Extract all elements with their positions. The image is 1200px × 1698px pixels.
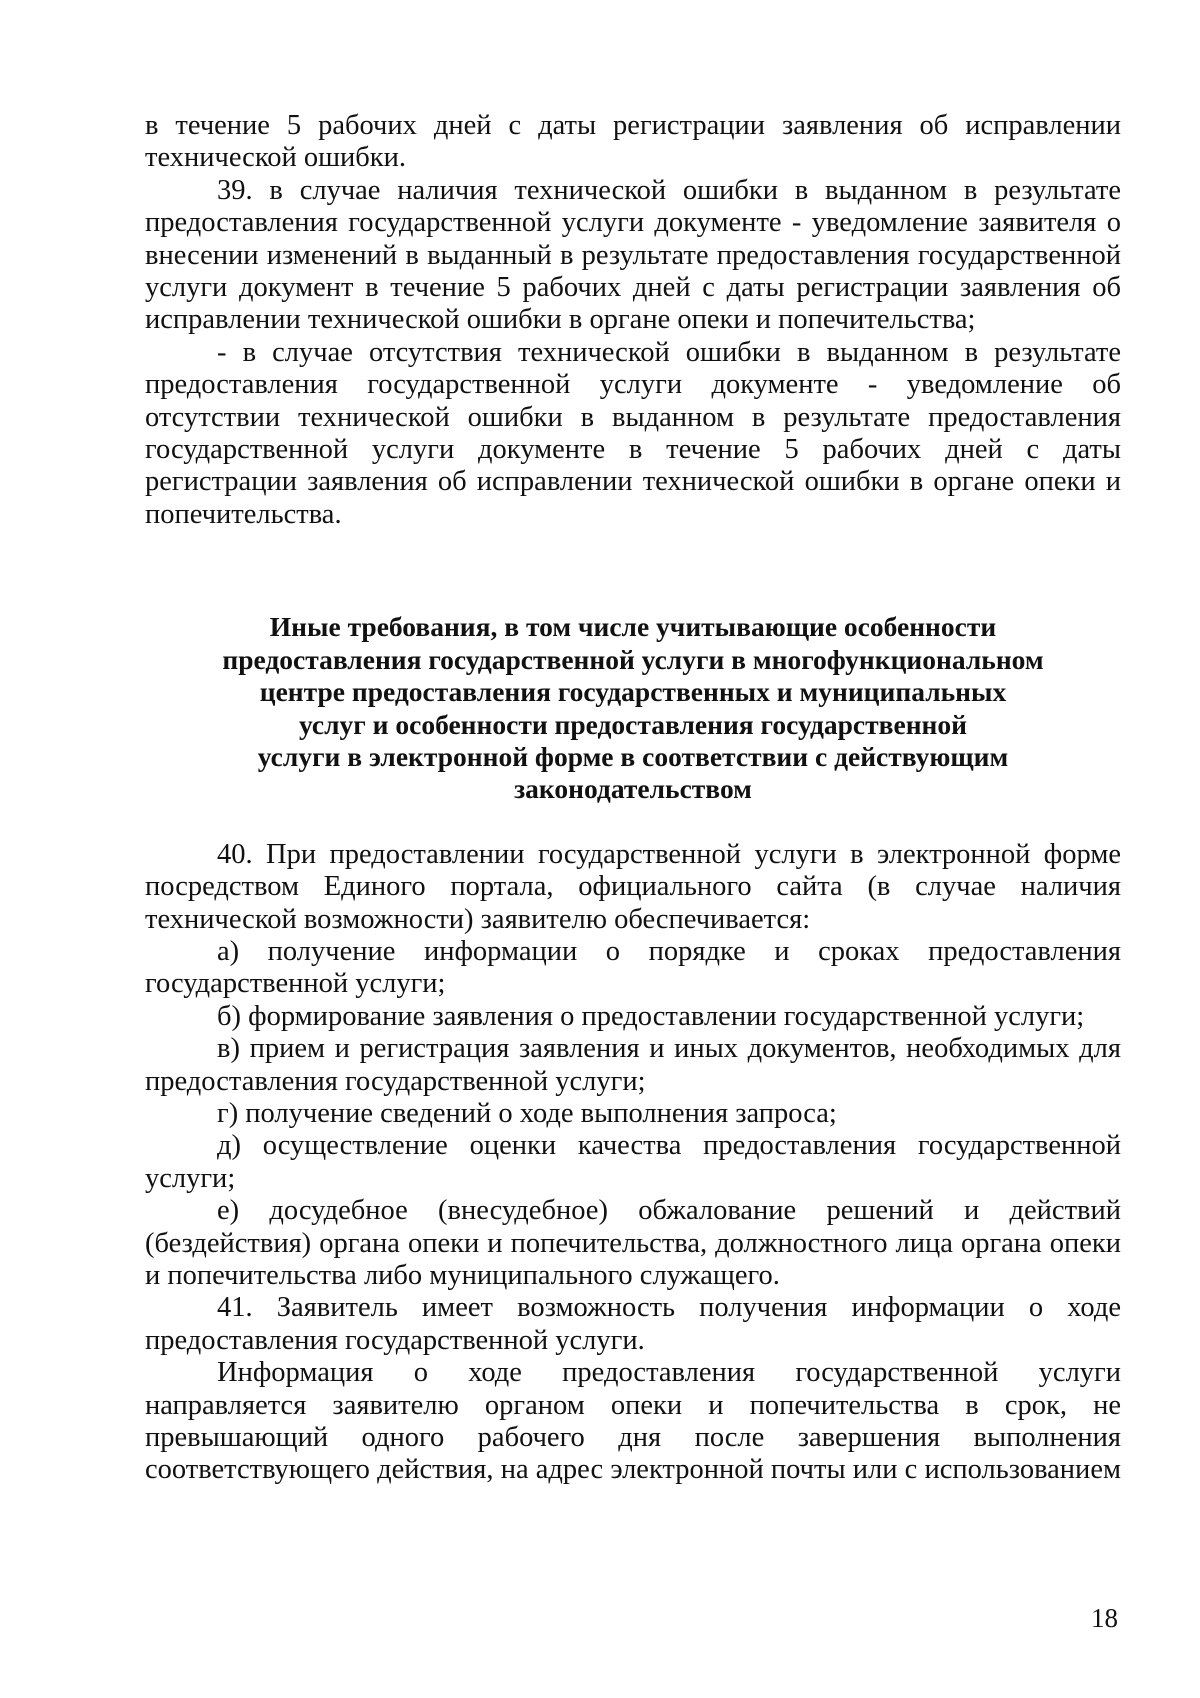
paragraph-40-a: а) получение информации о порядке и сроках предоставления государственной услуги; [145,935,1121,1000]
paragraph-40-b: б) формирование заявления о предоставлении государственной услуги; [217,1000,1085,1032]
paragraph-40-g: г) получение сведений о ходе выполнения запроса; [217,1097,837,1129]
paragraph-continuation: в течение 5 рабочих дней с даты регистрации заявления об исправлении технической ошибки. [145,110,1121,174]
section-heading [145,611,1121,805]
heading-line: Иные требования, в том числе учитывающие особенности [269,611,997,643]
paragraph-41: 41. Заявитель имеет возможность получения информации о ходе предоставления государственной услуги. [145,1292,1121,1356]
heading-line: услуг и особенности предоставления государственной [299,708,967,740]
heading-line: услуги в электронной форме в соответствии с действующим [257,740,1009,772]
paragraph-40-d: д) осуществление оценки качества предоставления государственной услуги; [145,1130,1121,1194]
paragraph-40: 40. При предоставлении государственной услуги в электронной форме посредством Единого портала, официального сайта (в случае наличия технической возможности) заявителю обеспечивается: [145,838,1121,935]
paragraph-40-e: е) досудебное (внесудебное) обжалование решений и действий (бездействия) органа опеки и попечительства, должностного лица органа опеки и попечительства либо муниципального служащего. [145,1195,1121,1291]
document-page [145,110,1121,1487]
paragraph-40-v: в) прием и регистрация заявления и иных документов, необходимых для предоставления государственной услуги; [145,1033,1121,1097]
paragraph-39: 39. в случае наличия технической ошибки в выданном в результате предоставления государственной услуги документе - уведомление заявителя о внесении изменений в выданный в результате предоставления государственной услуги документ в течение 5 рабочих дней с даты регистрации заявления об исправлении технической ошибки в органе опеки и попечительства; [145,174,1121,336]
heading-line: центре предоставления государственных и муниципальных [259,676,1007,708]
paragraph-41-info: Информация о ходе предоставления государственной услуги направляется заявителю органом опеки и попечительства в срок, не превышающий одного рабочего дня после завершения выполнения соответствующего действия, на адрес электронной почты или с использованием [145,1357,1121,1486]
heading-line: законодательством [514,773,752,805]
bottom-section [145,839,1121,1487]
top-section [145,110,1121,531]
paragraph-39-dash: - в случае отсутствия технической ошибки в выданном в результате предоставления государственной услуги документе - уведомление об отсутствии технической ошибки в выданном в результате предоставления государственной услуги документе в течение 5 рабочих дней с даты регистрации заявления об исправлении технической ошибки в органе опеки и попечительства. [145,336,1121,530]
page-number: 18 [1091,1603,1118,1633]
heading-line: предоставления государственной услуги в многофункциональном [222,643,1044,675]
